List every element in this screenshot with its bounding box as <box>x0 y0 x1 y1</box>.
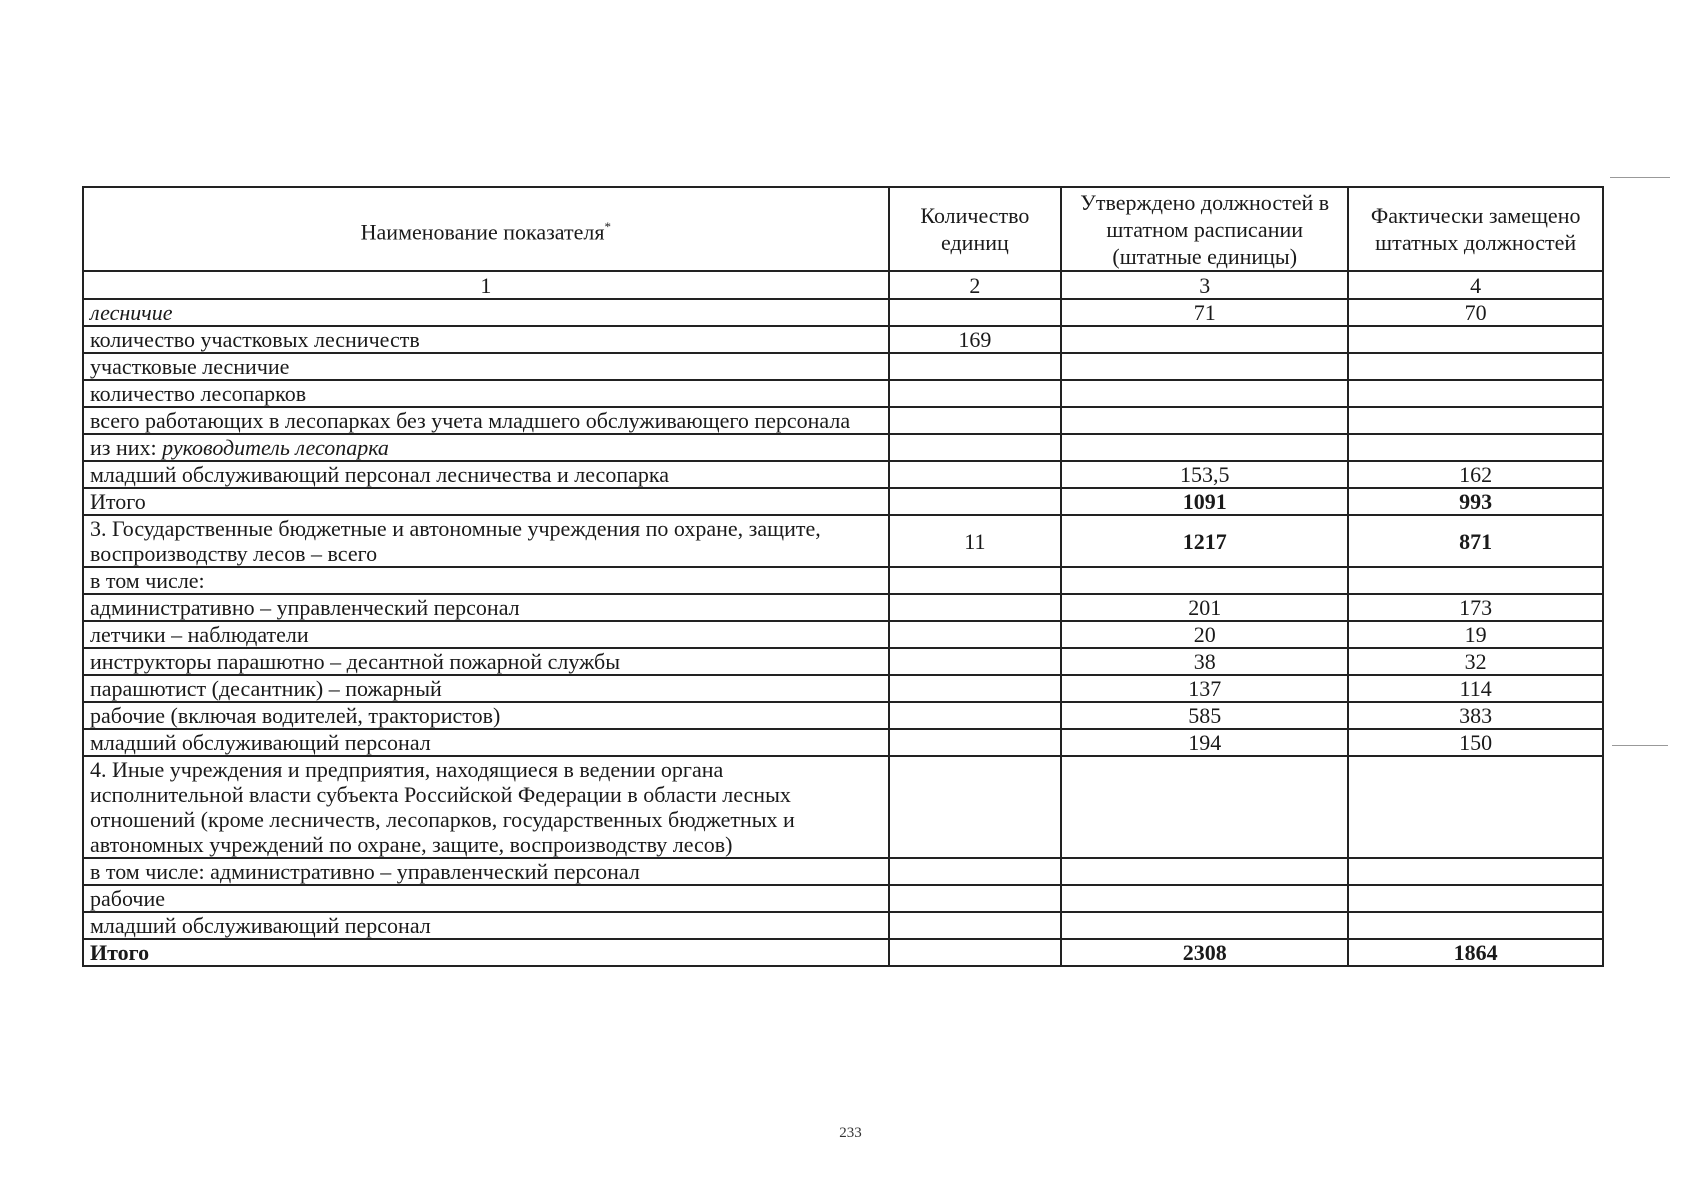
row-actual-value <box>1348 912 1603 939</box>
row-indicator-name: в том числе: административно – управленческий персонал <box>83 858 889 885</box>
table-row <box>83 621 1603 648</box>
row-indicator-name: младший обслуживающий персонал лесничества и лесопарка <box>83 461 889 488</box>
row-approved-value <box>1061 885 1348 912</box>
row-approved-value <box>1061 756 1348 858</box>
page-number: 233 <box>839 1125 862 1141</box>
row-indicator-name: всего работающих в лесопарках без учета младшего обслуживающего персонала <box>83 407 889 434</box>
table-row <box>83 675 1603 702</box>
row-approved-value: 1217 <box>1061 515 1348 567</box>
row-indicator-name: младший обслуживающий персонал <box>83 912 889 939</box>
row-indicator-name: Итого <box>83 939 889 966</box>
row-actual-value: 173 <box>1348 594 1603 621</box>
row-actual-value: 1864 <box>1348 939 1603 966</box>
table-row <box>83 380 1603 407</box>
table-row <box>83 912 1603 939</box>
row-actual-value: 19 <box>1348 621 1603 648</box>
row-approved-value <box>1061 326 1348 353</box>
scan-artifact <box>1612 745 1668 746</box>
table-row <box>83 702 1603 729</box>
row-units-value <box>889 434 1061 461</box>
row-indicator-name: 4. Иные учреждения и предприятия, находящиеся в ведении органа исполнительной власти субъекта Российской Федерации в области лесных отношений (кроме лесничеств, лесопарков, государственных бюджетных и автономных учреждений по охране, защите, воспроизводству лесов) <box>83 756 889 858</box>
row-actual-value: 162 <box>1348 461 1603 488</box>
table-row <box>83 729 1603 756</box>
row-indicator-name: количество лесопарков <box>83 380 889 407</box>
row-indicator-name: младший обслуживающий персонал <box>83 729 889 756</box>
table-row <box>83 488 1603 515</box>
row-actual-value: 114 <box>1348 675 1603 702</box>
row-indicator-name: Итого <box>83 488 889 515</box>
row-units-value <box>889 675 1061 702</box>
row-units-value <box>889 407 1061 434</box>
row-approved-value <box>1061 353 1348 380</box>
table-row <box>83 353 1603 380</box>
row-approved-value <box>1061 407 1348 434</box>
row-actual-value: 150 <box>1348 729 1603 756</box>
table-row <box>83 594 1603 621</box>
table-row <box>83 858 1603 885</box>
table-header-row <box>83 187 1603 271</box>
row-units-value <box>889 488 1061 515</box>
row-actual-value <box>1348 858 1603 885</box>
row-indicator-name: рабочие (включая водителей, трактористов) <box>83 702 889 729</box>
header-indicator-name: Наименование показателя* <box>83 187 889 271</box>
table-row <box>83 407 1603 434</box>
row-units-value <box>889 299 1061 326</box>
row-name-text: руководитель лесопарка <box>162 435 389 460</box>
table-row <box>83 461 1603 488</box>
table-row <box>83 567 1603 594</box>
row-actual-value: 383 <box>1348 702 1603 729</box>
column-number: 4 <box>1348 271 1603 299</box>
row-approved-value <box>1061 567 1348 594</box>
row-approved-value: 2308 <box>1061 939 1348 966</box>
row-approved-value <box>1061 434 1348 461</box>
row-units-value <box>889 939 1061 966</box>
row-actual-value: 32 <box>1348 648 1603 675</box>
table-row <box>83 434 1603 461</box>
row-units-value <box>889 567 1061 594</box>
row-indicator-name: парашютист (десантник) – пожарный <box>83 675 889 702</box>
row-approved-value <box>1061 380 1348 407</box>
row-actual-value <box>1348 407 1603 434</box>
row-units-value <box>889 756 1061 858</box>
header-units-count: Количество единиц <box>889 187 1061 271</box>
table-row <box>83 885 1603 912</box>
row-units-value <box>889 885 1061 912</box>
row-units-value: 11 <box>889 515 1061 567</box>
header-actual-positions: Фактически замещено штатных должностей <box>1348 187 1603 271</box>
row-units-value: 169 <box>889 326 1061 353</box>
row-approved-value: 38 <box>1061 648 1348 675</box>
row-approved-value: 20 <box>1061 621 1348 648</box>
row-units-value <box>889 594 1061 621</box>
row-actual-value <box>1348 326 1603 353</box>
row-approved-value: 585 <box>1061 702 1348 729</box>
row-approved-value <box>1061 858 1348 885</box>
row-indicator-name: 3. Государственные бюджетные и автономные учреждения по охране, защите, воспроизводству лесов – всего <box>83 515 889 567</box>
table-row <box>83 939 1603 966</box>
table-row <box>83 326 1603 353</box>
table-body <box>83 299 1603 966</box>
table-row <box>83 756 1603 858</box>
column-number: 1 <box>83 271 889 299</box>
table-row <box>83 648 1603 675</box>
row-indicator-name: участковые лесничие <box>83 353 889 380</box>
row-actual-value <box>1348 756 1603 858</box>
column-number-row <box>83 271 1603 299</box>
row-indicator-name: в том числе: <box>83 567 889 594</box>
row-units-value <box>889 353 1061 380</box>
column-number: 3 <box>1061 271 1348 299</box>
row-actual-value <box>1348 885 1603 912</box>
row-units-value <box>889 648 1061 675</box>
row-actual-value: 70 <box>1348 299 1603 326</box>
row-units-value <box>889 621 1061 648</box>
scan-artifact <box>1610 177 1670 178</box>
row-indicator-name: административно – управленческий персонал <box>83 594 889 621</box>
row-units-value <box>889 380 1061 407</box>
row-approved-value: 194 <box>1061 729 1348 756</box>
row-units-value <box>889 461 1061 488</box>
row-units-value <box>889 729 1061 756</box>
table-row <box>83 299 1603 326</box>
row-units-value <box>889 702 1061 729</box>
row-indicator-name: инструкторы парашютно – десантной пожарной службы <box>83 648 889 675</box>
row-actual-value <box>1348 434 1603 461</box>
row-approved-value: 153,5 <box>1061 461 1348 488</box>
column-number: 2 <box>889 271 1061 299</box>
table-row <box>83 515 1603 567</box>
row-approved-value: 137 <box>1061 675 1348 702</box>
row-indicator-name: количество участковых лесничеств <box>83 326 889 353</box>
row-actual-value: 993 <box>1348 488 1603 515</box>
row-approved-value: 201 <box>1061 594 1348 621</box>
row-actual-value <box>1348 380 1603 407</box>
row-indicator-name: лесничие <box>83 299 889 326</box>
row-indicator-name <box>83 434 889 461</box>
row-actual-value <box>1348 567 1603 594</box>
row-indicator-name: рабочие <box>83 885 889 912</box>
row-actual-value: 871 <box>1348 515 1603 567</box>
row-approved-value <box>1061 912 1348 939</box>
row-approved-value: 71 <box>1061 299 1348 326</box>
row-approved-value: 1091 <box>1061 488 1348 515</box>
staffing-table <box>82 186 1604 967</box>
row-indicator-name: летчики – наблюдатели <box>83 621 889 648</box>
row-name-prefix: из них: <box>90 435 163 460</box>
row-units-value <box>889 912 1061 939</box>
header-approved-positions: Утверждено должностей в штатном расписании (штатные единицы) <box>1061 187 1348 271</box>
row-units-value <box>889 858 1061 885</box>
row-actual-value <box>1348 353 1603 380</box>
